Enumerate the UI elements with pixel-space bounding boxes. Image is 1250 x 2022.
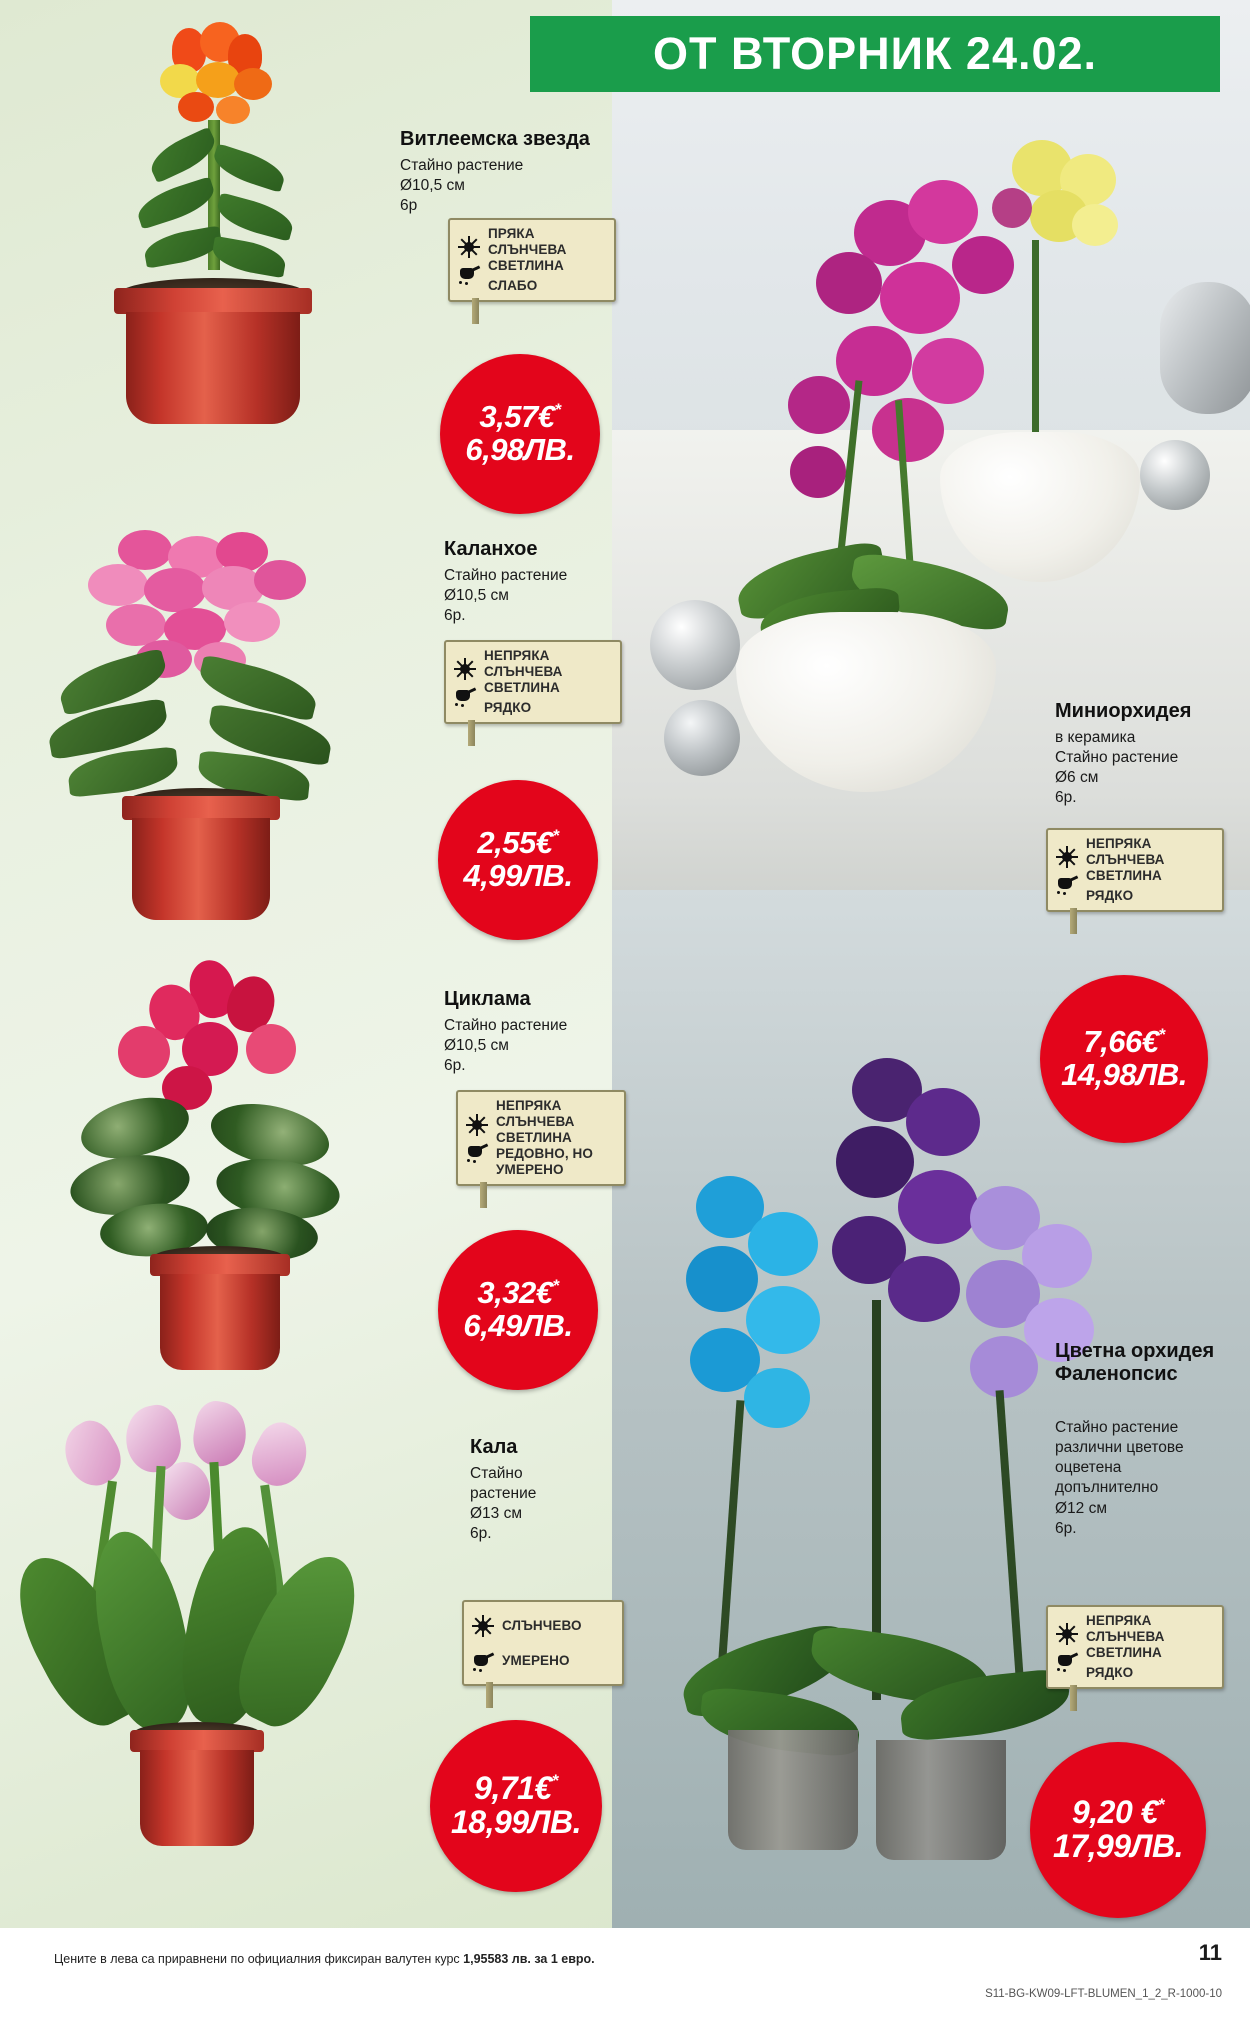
care-sign-kalanhoe xyxy=(444,640,622,724)
desc-line: Ø10,5 см xyxy=(444,587,509,605)
watering-can-icon xyxy=(1056,874,1078,894)
sun-icon xyxy=(466,1114,488,1136)
care-light-line: СЛЪНЧЕВА xyxy=(1086,851,1165,867)
desc-line: Стайно xyxy=(470,1465,523,1482)
title-text: Миниорхидея xyxy=(1055,700,1192,722)
product-desc-miniorhideya xyxy=(1055,728,1245,809)
watering-can-icon xyxy=(472,1651,494,1671)
care-icons xyxy=(1056,846,1078,894)
product-title-miniorhideya xyxy=(1055,700,1245,723)
product-title-cvetna-orhideya xyxy=(1055,1340,1245,1386)
plant-image-vitleemska-zvezda xyxy=(100,20,360,500)
sun-icon xyxy=(1056,1623,1078,1645)
care-light-line: СВЕТЛИНА xyxy=(496,1129,572,1145)
price-lev: 18,99ЛВ. xyxy=(450,1804,582,1841)
sign-stick xyxy=(1070,1685,1077,1711)
desc-line: Ø6 см xyxy=(1055,769,1099,787)
price-eur: 9,20 € * xyxy=(1071,1794,1165,1831)
desc-line: 6р. xyxy=(1055,1519,1077,1537)
price-lev: 6,49ЛВ. xyxy=(463,1308,573,1344)
product-desc-vitleemska-zvezda xyxy=(400,156,630,216)
product-desc-ciklama xyxy=(444,1016,674,1076)
desc-line: допълнително xyxy=(1055,1479,1159,1497)
care-water-line: РЕДОВНО, НО УМЕРЕНО xyxy=(496,1145,593,1177)
desc-line: 6р. xyxy=(444,1057,466,1075)
care-light-line: СВЕТЛИНА xyxy=(1086,1644,1162,1660)
price-badge-miniorhideya xyxy=(1040,975,1208,1143)
care-light-line: СЛЪНЧЕВА xyxy=(1086,1628,1165,1644)
care-light-line: НЕПРЯКА xyxy=(484,648,550,663)
care-water-line: УМЕРЕНО xyxy=(502,1653,570,1669)
care-light-line: НЕПРЯКА xyxy=(1086,1613,1152,1628)
care-sign-cvetna-orhideya xyxy=(1046,1605,1224,1689)
care-text xyxy=(1086,1613,1165,1681)
care-icons xyxy=(454,658,476,706)
product-desc-kalanhoe xyxy=(444,566,674,626)
care-sign-ciklama xyxy=(456,1090,626,1186)
desc-line: 6р xyxy=(400,197,418,215)
care-sign-kala xyxy=(462,1600,624,1686)
sun-icon xyxy=(1056,846,1078,868)
product-desc-cvetna-orhideya xyxy=(1055,1418,1250,1539)
desc-line: растение xyxy=(470,1485,537,1503)
care-icons xyxy=(466,1114,488,1162)
care-water-line: РЯДКО xyxy=(1086,1664,1134,1680)
title-text: Витлеемска звезда xyxy=(400,128,590,150)
price-badge-ciklama xyxy=(438,1230,598,1390)
plant-image-ciklama xyxy=(70,960,370,1400)
title-text: Каланхое xyxy=(444,538,538,560)
desc-line: Ø10,5 см xyxy=(444,1037,509,1055)
care-icons xyxy=(1056,1623,1078,1671)
price-badge-cvetna-orhideya xyxy=(1030,1742,1206,1918)
care-water-line: РЯДКО xyxy=(1086,887,1134,903)
plant-image-kalanhoe xyxy=(48,530,368,950)
sun-icon xyxy=(472,1615,494,1637)
desc-line: Стайно растение xyxy=(444,1017,568,1034)
sun-icon xyxy=(454,658,476,680)
care-text xyxy=(1086,836,1165,904)
care-sign-miniorhideya xyxy=(1046,828,1224,912)
desc-line: Стайно растение xyxy=(1055,749,1179,767)
desc-line: Стайно растение xyxy=(1055,1419,1179,1436)
price-lev: 6,98ЛВ. xyxy=(465,432,575,468)
desc-line: Ø10,5 см xyxy=(400,177,465,195)
title-text: Циклама xyxy=(444,988,531,1010)
promo-date-text: ОТ ВТОРНИК 24.02. xyxy=(652,28,1098,79)
care-icons xyxy=(472,1615,494,1671)
title-text: Кала xyxy=(470,1436,518,1458)
care-water-line: РЯДКО xyxy=(484,699,532,715)
product-title-vitleemska-zvezda xyxy=(400,128,630,151)
page-number: 11 xyxy=(1198,1940,1222,1965)
care-text xyxy=(496,1098,614,1178)
watering-can-icon xyxy=(454,686,476,706)
sign-stick xyxy=(468,720,475,746)
product-title-kala xyxy=(470,1436,670,1459)
price-lev: 14,98ЛВ. xyxy=(1061,1057,1187,1093)
currency-rate: 1,95583 лв. за 1 евро. xyxy=(463,1952,595,1966)
watering-can-icon xyxy=(458,264,480,284)
price-badge-kala xyxy=(430,1720,602,1892)
desc-line: Стайно растение xyxy=(444,567,568,584)
price-lev: 4,99ЛВ. xyxy=(463,858,573,894)
desc-line: Ø13 см xyxy=(470,1505,523,1523)
care-water-line: СЛАБО xyxy=(488,277,538,293)
product-desc-kala xyxy=(470,1464,670,1545)
care-text xyxy=(484,648,563,716)
price-lev: 17,99ЛВ. xyxy=(1052,1828,1184,1865)
price-eur: 7,66€ * xyxy=(1083,1024,1165,1060)
sun-icon xyxy=(458,236,480,258)
sign-stick xyxy=(472,298,479,324)
desc-line: различни цветове xyxy=(1055,1439,1184,1457)
price-eur: 3,57€ * xyxy=(479,399,561,435)
care-light-line: СЛЪНЧЕВА xyxy=(488,241,567,257)
product-title-ciklama xyxy=(444,988,674,1011)
care-icons xyxy=(458,236,480,284)
currency-note-text: Цените в лева са приравнени по официалния фиксиран валутен курс xyxy=(54,1952,464,1966)
watering-can-icon xyxy=(466,1142,488,1162)
price-eur: 3,32€ * xyxy=(477,1275,559,1311)
care-light-line: ПРЯКА xyxy=(488,226,535,241)
sign-stick xyxy=(480,1182,487,1208)
sign-stick xyxy=(1070,908,1077,934)
currency-note xyxy=(54,1952,595,1966)
price-eur: 2,55€ * xyxy=(477,825,559,861)
care-light-line: СЛЪНЧЕВО xyxy=(502,1618,582,1633)
watering-can-icon xyxy=(1056,1651,1078,1671)
product-title-kalanhoe xyxy=(444,538,674,561)
plant-image-kala xyxy=(30,1400,390,1880)
care-light-line: НЕПРЯКА xyxy=(1086,836,1152,851)
care-light-line: СЛЪНЧЕВА xyxy=(484,663,563,679)
desc-line: 6р. xyxy=(1055,789,1077,807)
care-text xyxy=(488,226,567,294)
price-eur: 9,71€ * xyxy=(474,1770,558,1807)
care-light-line: СВЕТЛИНА xyxy=(488,257,564,273)
price-badge-kalanhoe xyxy=(438,780,598,940)
footer-bar xyxy=(0,1928,1250,2022)
care-light-line: СЛЪНЧЕВА xyxy=(496,1113,575,1129)
title-text: Цветна орхидея Фаленопсис xyxy=(1055,1340,1215,1385)
care-light-line: НЕПРЯКА xyxy=(496,1098,562,1113)
care-text xyxy=(502,1608,582,1678)
care-light-line: СВЕТЛИНА xyxy=(484,679,560,695)
care-sign-vitleemska-zvezda xyxy=(448,218,616,302)
desc-line: оцветена xyxy=(1055,1459,1122,1477)
desc-line: Стайно растение xyxy=(400,157,524,174)
desc-line: Ø12 см xyxy=(1055,1499,1108,1517)
desc-line: 6р. xyxy=(470,1525,492,1543)
sign-stick xyxy=(486,1682,493,1708)
care-light-line: СВЕТЛИНА xyxy=(1086,867,1162,883)
price-badge-vitleemska-zvezda xyxy=(440,354,600,514)
desc-line: 6р. xyxy=(444,607,466,625)
leaflet-code: S11-BG-KW09-LFT-BLUMEN_1_2_R-1000-10 xyxy=(985,1988,1222,2000)
desc-line: в керамика xyxy=(1055,729,1136,746)
promo-date-banner xyxy=(530,16,1220,92)
